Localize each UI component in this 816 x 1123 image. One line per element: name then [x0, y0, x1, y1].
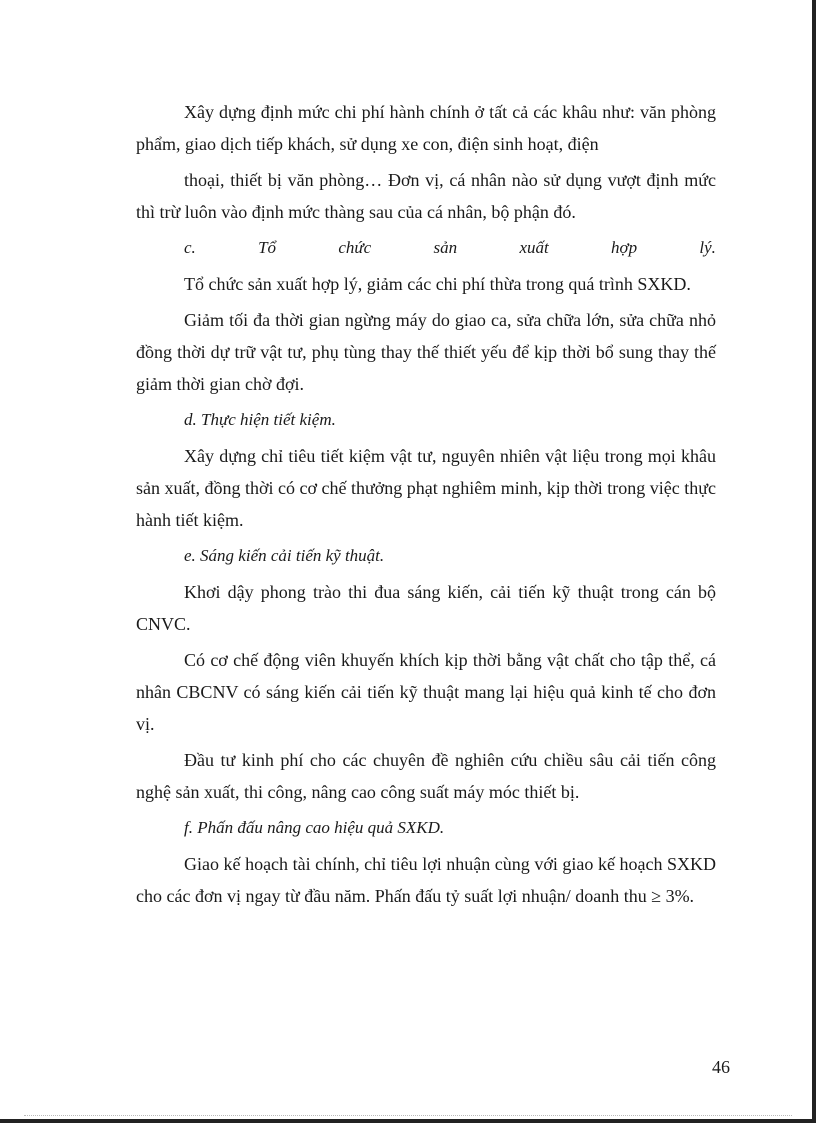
heading-c-word: c. — [184, 238, 196, 257]
paragraph-incentive-mechanism: Có cơ chế động viên khuyến khích kịp thời bằng vật chất cho tập thể, cá nhân CBCNV có sáng kiến cải tiến kỹ thuật mang lại hiệu quả kinh tế cho đơn vị. — [136, 650, 716, 734]
paragraph-organize-production: Tổ chức sản xuất hợp lý, giảm các chi phí thừa trong quá trình SXKD. — [184, 274, 691, 294]
paragraph-savings-targets: Xây dựng chỉ tiêu tiết kiệm vật tư, nguyên nhiên vật liệu trong mọi khâu sản xuất, đồng thời có cơ chế thưởng phạt nghiêm minh, kịp thời trong việc thực hành tiết kiệm. — [136, 446, 716, 530]
paragraph-reduce-downtime: Giảm tối đa thời gian ngừng máy do giao ca, sửa chữa lớn, sửa chữa nhỏ đồng thời dự trữ vật tư, phụ tùng thay thế thiết yếu để kịp thời bổ sung thay thế giảm thời gian chờ đợi. — [136, 310, 716, 394]
heading-c-word: chức — [338, 238, 372, 257]
paragraph-admin-costs-cont: thoại, thiết bị văn phòng… Đơn vị, cá nhân nào sử dụng vượt định mức thì trừ luôn vào định mức thàng sau của cá nhân, bộ phận đó. — [136, 170, 716, 222]
heading-c — [136, 232, 716, 264]
page-number: 46 — [712, 1057, 730, 1077]
heading-c-word: lý. — [699, 238, 716, 257]
document-body — [136, 96, 716, 916]
paragraph-research-investment: Đầu tư kinh phí cho các chuyên đề nghiên cứu chiều sâu cải tiến công nghệ sản xuất, thi công, nâng cao công suất máy móc thiết bị. — [136, 750, 716, 802]
footer-divider — [24, 1115, 792, 1116]
paragraph-financial-plan: Giao kế hoạch tài chính, chỉ tiêu lợi nhuận cùng với giao kế hoạch SXKD cho các đơn vị ngay từ đầu năm. Phấn đấu tỷ suất lợi nhuận/ doanh thu ≥ 3%. — [136, 854, 716, 906]
heading-c-word: Tổ — [258, 238, 277, 257]
paragraph-admin-costs: Xây dựng định mức chi phí hành chính ở tất cả các khâu như: văn phòng phẩm, giao dịch tiếp khách, sử dụng xe con, điện sinh hoạt, điện — [136, 102, 716, 154]
heading-c-word: hợp — [611, 238, 638, 257]
heading-c-word: sản — [433, 238, 458, 257]
heading-c-word: xuất — [519, 238, 549, 257]
heading-d: d. Thực hiện tiết kiệm. — [184, 410, 336, 429]
paragraph-innovation-movement: Khơi dậy phong trào thi đua sáng kiến, cải tiến kỹ thuật trong cán bộ CNVC. — [136, 582, 716, 634]
heading-e: e. Sáng kiến cải tiến kỹ thuật. — [184, 546, 385, 565]
heading-f: f. Phấn đấu nâng cao hiệu quả SXKD. — [184, 818, 445, 837]
